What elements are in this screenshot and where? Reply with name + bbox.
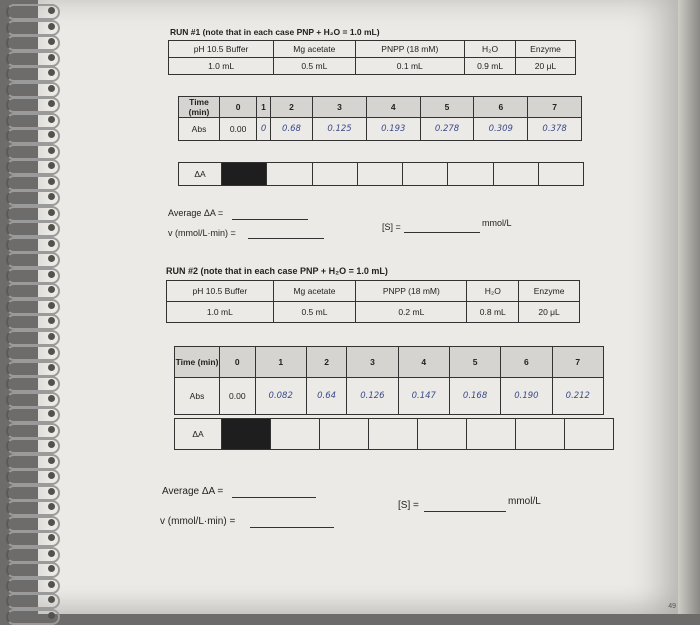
run2-reagent-value: 1.0 mL (167, 302, 274, 323)
binding-hole (48, 410, 55, 417)
run2-reagent-header: Enzyme (519, 281, 580, 302)
run2-abs-label: Abs (175, 378, 220, 415)
run2-delta-cell (565, 419, 614, 450)
run1-reagent-value: 0.5 mL (274, 58, 355, 75)
binding-hole (48, 581, 55, 588)
run2-time-cell: 0 (220, 347, 256, 378)
run2-time-cell: 3 (347, 347, 398, 378)
page-stack-edge (678, 0, 700, 614)
run1-abs-cell: 0.125 (313, 118, 367, 141)
run2-velocity-label: v (mmol/L·min) = (160, 516, 236, 527)
run1-abs-cell: 0.309 (474, 118, 528, 141)
binding-hole (48, 271, 55, 278)
run1-delta-cell (538, 163, 583, 186)
run2-delta-cell (516, 419, 565, 450)
binding-hole (48, 131, 55, 138)
run2-abs-cell: 0.082 (255, 378, 306, 415)
run1-time-cell: 2 (270, 97, 312, 118)
binding-hole (48, 147, 55, 154)
run1-time-cell: 1 (257, 97, 271, 118)
binding-hole (48, 565, 55, 572)
run2-delta-cell (369, 419, 418, 450)
binding-hole (48, 7, 55, 14)
run2-time-cell: 6 (501, 347, 552, 378)
run1-reagent-value: 0.1 mL (355, 58, 465, 75)
run2-abs-cell: 0.64 (306, 378, 346, 415)
binding-hole (48, 395, 55, 402)
binding-hole (48, 255, 55, 262)
binding-hole (48, 317, 55, 324)
run2-reagent-header: Mg acetate (273, 281, 356, 302)
run1-substrate-blank (404, 232, 480, 233)
binding-hole (48, 100, 55, 107)
run2-reagent-table (166, 280, 580, 323)
run1-reagent-header: pH 10.5 Buffer (169, 41, 274, 58)
run1-reagent-value: 0.9 mL (465, 58, 516, 75)
run1-substrate-label: [S] = (382, 222, 401, 232)
run2-time-cell: 4 (398, 347, 449, 378)
run2-delta-cell (222, 419, 271, 450)
run1-time-cell: 7 (528, 97, 582, 118)
run1-unit: mmol/L (482, 218, 512, 228)
binding-hole (48, 503, 55, 510)
binding-hole (48, 333, 55, 340)
binding-hole (48, 488, 55, 495)
run2-time-label: Time (min) (175, 347, 220, 378)
binding-hole (48, 379, 55, 386)
run1-time-abs-table (178, 96, 582, 141)
run2-substrate-blank (424, 511, 506, 512)
run1-reagent-value: 20 μL (516, 58, 576, 75)
run1-time-cell: 5 (420, 97, 474, 118)
binding-hole (48, 69, 55, 76)
run1-delta-label: ΔA (179, 163, 222, 186)
run2-reagent-value: 0.2 mL (356, 302, 467, 323)
run1-average-blank (232, 219, 308, 220)
run2-reagent-value: 20 μL (519, 302, 580, 323)
run1-abs-cell: 0.193 (366, 118, 420, 141)
run1-velocity-blank (248, 238, 324, 239)
run2-time-cell: 2 (306, 347, 346, 378)
run1-delta-cell (222, 163, 267, 186)
binding-hole (48, 85, 55, 92)
binding-hole (48, 162, 55, 169)
run1-abs-label: Abs (179, 118, 220, 141)
run2-abs-cell: 0.190 (501, 378, 552, 415)
binding-hole (48, 302, 55, 309)
run2-abs-cell: 0.168 (449, 378, 500, 415)
binding-hole (48, 286, 55, 293)
page-number: 49 (668, 603, 676, 610)
run1-abs-cell: 0.00 (220, 118, 257, 141)
binding-hole (48, 178, 55, 185)
run2-substrate-label: [S] = (398, 500, 419, 511)
run1-time-label: Time (min) (179, 97, 220, 118)
binding-hole (48, 224, 55, 231)
run1-delta-cell (267, 163, 312, 186)
run2-time-cell: 5 (449, 347, 500, 378)
run2-delta-cell (271, 419, 320, 450)
binding-hole (48, 364, 55, 371)
run1-time-cell: 0 (220, 97, 257, 118)
run1-abs-cell: 0.278 (420, 118, 474, 141)
run1-abs-cell: 0.68 (270, 118, 312, 141)
run2-abs-cell: 0.00 (220, 378, 256, 415)
run2-abs-cell: 0.126 (347, 378, 398, 415)
run2-time-cell: 7 (552, 347, 603, 378)
run1-delta-cell (403, 163, 448, 186)
binding-hole (48, 240, 55, 247)
run1-abs-cell: 0.378 (528, 118, 582, 141)
run1-delta-cell (312, 163, 357, 186)
spiral-binding (0, 0, 60, 614)
run2-delta-cell (320, 419, 369, 450)
run2-reagent-header: H₂O (467, 281, 519, 302)
run1-time-cell: 3 (313, 97, 367, 118)
run1-abs-cell: 0 (257, 118, 271, 141)
binding-hole (48, 193, 55, 200)
run1-velocity-label: v (mmol/L·min) = (168, 228, 236, 238)
binding-hole (48, 534, 55, 541)
run2-abs-cell: 0.212 (552, 378, 603, 415)
run1-reagent-header: H₂O (465, 41, 516, 58)
binding-hole (48, 472, 55, 479)
binding-hole (48, 54, 55, 61)
run2-time-abs-table (174, 346, 604, 415)
run1-reagent-header: Enzyme (516, 41, 576, 58)
run1-time-cell: 6 (474, 97, 528, 118)
run2-time-cell: 1 (255, 347, 306, 378)
run1-reagent-header: PNPP (18 mM) (355, 41, 465, 58)
run2-reagent-value: 0.8 mL (467, 302, 519, 323)
binding-hole (48, 519, 55, 526)
run1-delta-cell (357, 163, 402, 186)
binding-hole (48, 116, 55, 123)
run1-heading: RUN #1 (note that in each case PNP + H₂O = 1.0 mL) (170, 27, 380, 37)
run1-delta-table (178, 162, 584, 186)
binding-hole (48, 457, 55, 464)
binding-hole (48, 209, 55, 216)
run1-reagent-header: Mg acetate (274, 41, 355, 58)
run2-reagent-header: pH 10.5 Buffer (167, 281, 274, 302)
run2-delta-table (174, 418, 614, 450)
binding-hole (48, 550, 55, 557)
run2-velocity-blank (250, 527, 334, 528)
run1-delta-cell (448, 163, 493, 186)
binding-hole (48, 38, 55, 45)
binding-hole (48, 426, 55, 433)
binding-hole (48, 23, 55, 30)
run1-time-cell: 4 (366, 97, 420, 118)
run1-reagent-value: 1.0 mL (169, 58, 274, 75)
run2-delta-cell (467, 419, 516, 450)
run2-average-label: Average ΔA = (162, 486, 224, 497)
run2-unit: mmol/L (508, 496, 541, 507)
run2-reagent-header: PNPP (18 mM) (356, 281, 467, 302)
run1-reagent-table (168, 40, 576, 75)
run2-abs-cell: 0.147 (398, 378, 449, 415)
binding-hole (48, 348, 55, 355)
binding-hole (48, 596, 55, 603)
run2-reagent-value: 0.5 mL (273, 302, 356, 323)
run1-average-label: Average ΔA = (168, 208, 224, 218)
run2-delta-label: ΔA (175, 419, 222, 450)
run2-heading: RUN #2 (note that in each case PNP + H₂O = 1.0 mL) (166, 266, 388, 276)
run2-average-blank (232, 497, 316, 498)
run1-delta-cell (493, 163, 538, 186)
binding-hole (48, 612, 55, 619)
run2-delta-cell (418, 419, 467, 450)
binding-hole (48, 441, 55, 448)
